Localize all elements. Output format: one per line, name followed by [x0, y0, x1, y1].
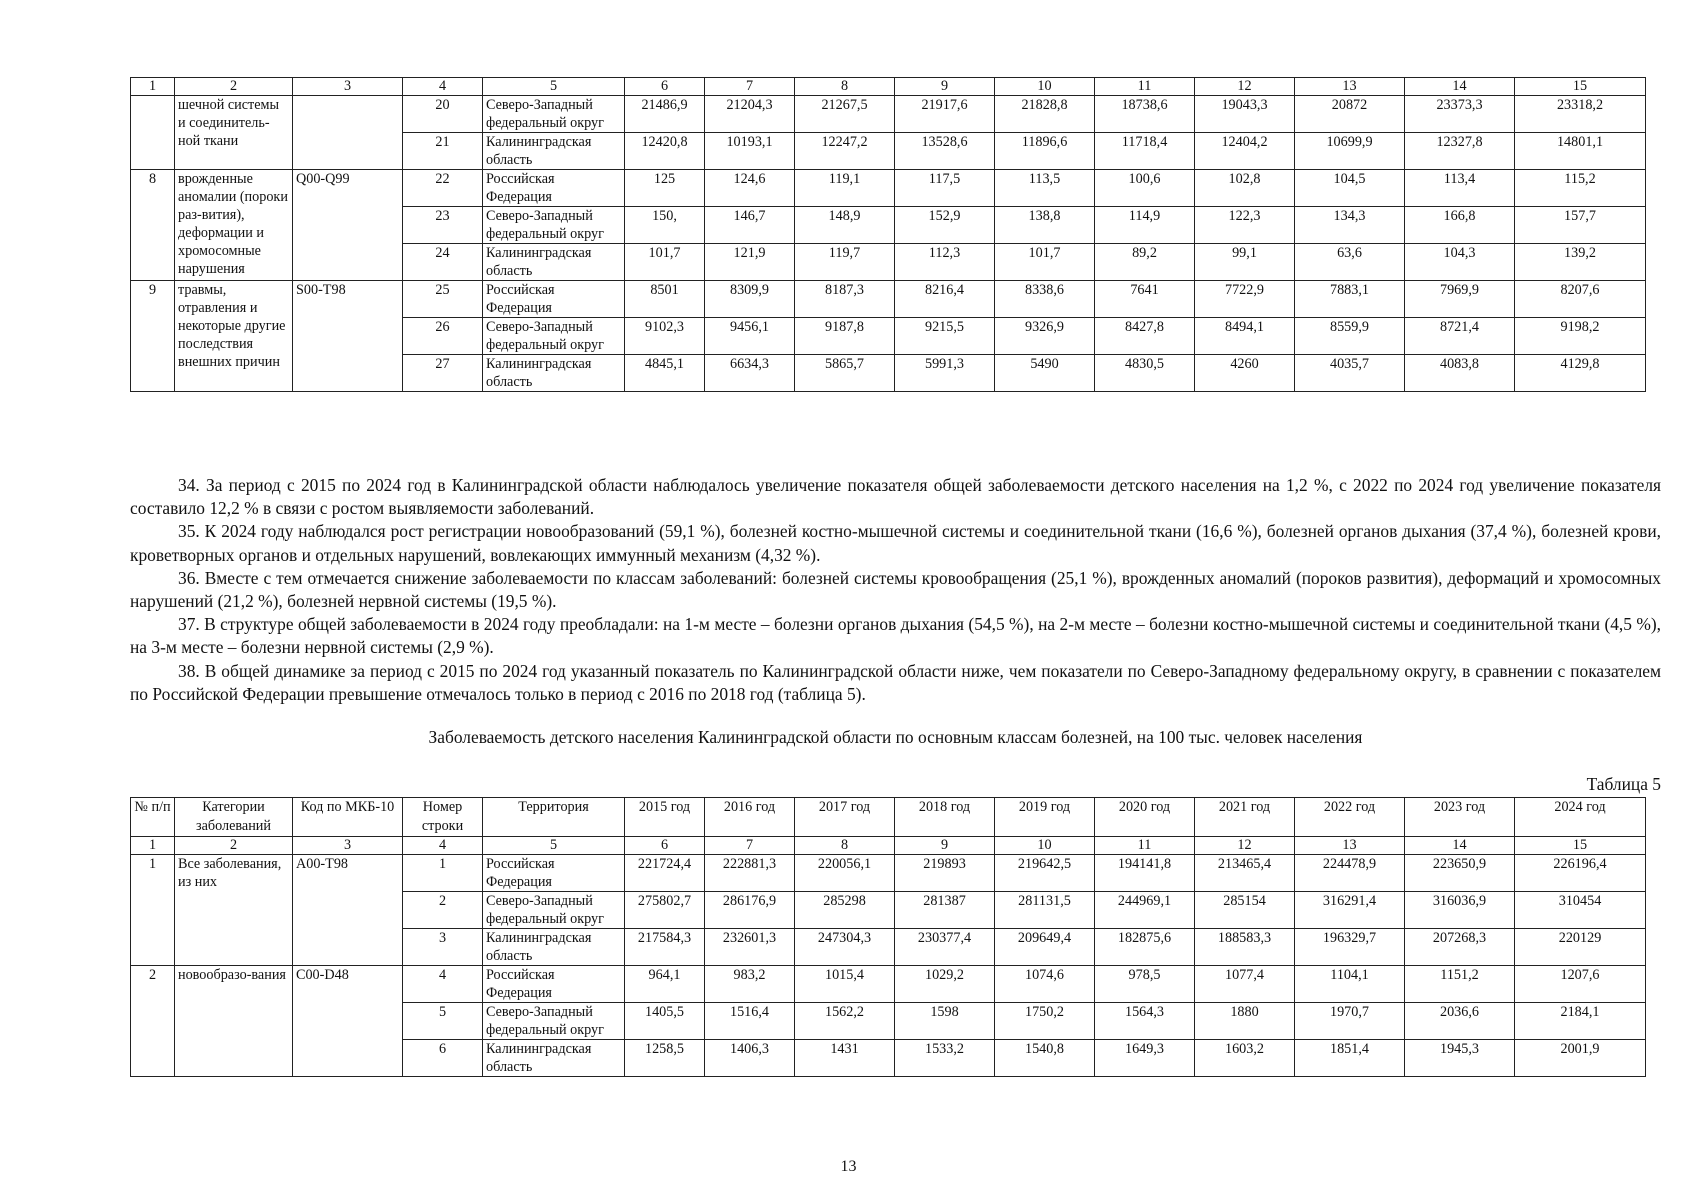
column-number: 1: [131, 78, 175, 96]
value-cell: 7883,1: [1295, 281, 1405, 318]
value-cell: 20872: [1295, 96, 1405, 133]
line-number: 6: [403, 1040, 483, 1077]
line-number: 4: [403, 966, 483, 1003]
value-cell: 217584,3: [625, 929, 705, 966]
line-number: 25: [403, 281, 483, 318]
value-cell: 1945,3: [1405, 1040, 1515, 1077]
column-number: 11: [1095, 78, 1195, 96]
value-cell: 232601,3: [705, 929, 795, 966]
value-cell: 1029,2: [895, 966, 995, 1003]
value-cell: 117,5: [895, 170, 995, 207]
line-number: 3: [403, 929, 483, 966]
table-5-body: [131, 798, 1646, 1077]
table-row: [131, 170, 1646, 207]
territory: Северо-Западный федеральный округ: [483, 96, 625, 133]
line-number: 2: [403, 892, 483, 929]
value-cell: 8559,9: [1295, 318, 1405, 355]
page-number: 13: [840, 1158, 857, 1175]
value-cell: 281387: [895, 892, 995, 929]
value-cell: 12327,8: [1405, 133, 1515, 170]
table-caption: Заболеваемость детского населения Калининградской области по основным классам болезней, на 100 тыс. человек населения: [428, 727, 1363, 747]
value-cell: 10193,1: [705, 133, 795, 170]
value-cell: 964,1: [625, 966, 705, 1003]
column-header: 2022 год: [1295, 798, 1405, 837]
value-cell: 11718,4: [1095, 133, 1195, 170]
column-number: 6: [625, 837, 705, 855]
line-number: 21: [403, 133, 483, 170]
value-cell: 2184,1: [1515, 1003, 1646, 1040]
column-number-row: [131, 78, 1646, 96]
value-cell: 13528,6: [895, 133, 995, 170]
column-number: 4: [403, 78, 483, 96]
value-cell: 11896,6: [995, 133, 1095, 170]
territory: Северо-Западный федеральный округ: [483, 1003, 625, 1040]
value-cell: 4845,1: [625, 355, 705, 392]
value-cell: 1750,2: [995, 1003, 1095, 1040]
column-number: 9: [895, 78, 995, 96]
value-cell: 1074,6: [995, 966, 1095, 1003]
value-cell: 223650,9: [1405, 855, 1515, 892]
value-cell: 1258,5: [625, 1040, 705, 1077]
value-cell: 182875,6: [1095, 929, 1195, 966]
value-cell: 5865,7: [795, 355, 895, 392]
value-cell: 12420,8: [625, 133, 705, 170]
table-row: [131, 855, 1646, 892]
column-number: 11: [1095, 837, 1195, 855]
paragraph-38: 38. В общей динамике за период с 2015 по 2024 год указанный показатель по Калининградской области ниже, чем показатели по Северо-Западному федеральному округу, в сравнении с показателем по Российской Федерации превышение отмечалось только в период с 2016 по 2018 год (таблица 5).: [130, 660, 1661, 704]
value-cell: 121,9: [705, 244, 795, 281]
column-number: 9: [895, 837, 995, 855]
value-cell: 113,5: [995, 170, 1095, 207]
value-cell: 221724,4: [625, 855, 705, 892]
value-cell: 21267,5: [795, 96, 895, 133]
column-number: 14: [1405, 78, 1515, 96]
territory: Северо-Западный федеральный округ: [483, 207, 625, 244]
value-cell: 226196,4: [1515, 855, 1646, 892]
column-header: 2021 год: [1195, 798, 1295, 837]
value-cell: 4035,7: [1295, 355, 1405, 392]
line-number: 22: [403, 170, 483, 207]
value-cell: 316036,9: [1405, 892, 1515, 929]
continued-morbidity-table: [130, 77, 1646, 392]
value-cell: 224478,9: [1295, 855, 1405, 892]
value-cell: 1540,8: [995, 1040, 1095, 1077]
value-cell: 1406,3: [705, 1040, 795, 1077]
value-cell: 134,3: [1295, 207, 1405, 244]
value-cell: 1015,4: [795, 966, 895, 1003]
icd-code: Q00-Q99: [293, 170, 403, 281]
value-cell: 8207,6: [1515, 281, 1646, 318]
paragraph-36: 36. Вместе с тем отмечается снижение заболеваемости по классам заболеваний: болезней системы кровообращения (25,1 %), врожденных аномалий (пороков развития), деформаций и хромосомных нарушений (21,2 %), болезней нервной системы (19,5 %).: [130, 567, 1661, 612]
column-number: 13: [1295, 78, 1405, 96]
column-header: № п/п: [131, 798, 175, 837]
value-cell: 89,2: [1095, 244, 1195, 281]
value-cell: 9215,5: [895, 318, 995, 355]
value-cell: 99,1: [1195, 244, 1295, 281]
value-cell: 8721,4: [1405, 318, 1515, 355]
icd-code: S00-T98: [293, 281, 403, 392]
value-cell: 166,8: [1405, 207, 1515, 244]
value-cell: 7722,9: [1195, 281, 1295, 318]
value-cell: 978,5: [1095, 966, 1195, 1003]
column-number: 12: [1195, 78, 1295, 96]
value-cell: 7641: [1095, 281, 1195, 318]
disease-category: травмы, отравления и некоторые другие последствия внешних причин: [175, 281, 293, 392]
value-cell: 9326,9: [995, 318, 1095, 355]
column-number: 2: [175, 78, 293, 96]
territory: Калининградская область: [483, 133, 625, 170]
value-cell: 9456,1: [705, 318, 795, 355]
value-cell: 285298: [795, 892, 895, 929]
group-number: 8: [131, 170, 175, 281]
icd-code: [293, 96, 403, 170]
line-number: 23: [403, 207, 483, 244]
value-cell: 138,8: [995, 207, 1095, 244]
value-cell: 1603,2: [1195, 1040, 1295, 1077]
value-cell: 213465,4: [1195, 855, 1295, 892]
value-cell: 102,8: [1195, 170, 1295, 207]
group-number: 2: [131, 966, 175, 1077]
value-cell: 23318,2: [1515, 96, 1646, 133]
value-cell: 7969,9: [1405, 281, 1515, 318]
value-cell: 104,3: [1405, 244, 1515, 281]
value-cell: 148,9: [795, 207, 895, 244]
value-cell: 115,2: [1515, 170, 1646, 207]
value-cell: 63,6: [1295, 244, 1405, 281]
territory: Российская Федерация: [483, 855, 625, 892]
column-number: 5: [483, 78, 625, 96]
value-cell: 8309,9: [705, 281, 795, 318]
value-cell: 2001,9: [1515, 1040, 1646, 1077]
value-cell: 281131,5: [995, 892, 1095, 929]
value-cell: 207268,3: [1405, 929, 1515, 966]
continued-table-body: [131, 78, 1646, 392]
value-cell: 1533,2: [895, 1040, 995, 1077]
value-cell: 1564,3: [1095, 1003, 1195, 1040]
value-cell: 21204,3: [705, 96, 795, 133]
column-number: 10: [995, 78, 1095, 96]
territory: Северо-Западный федеральный округ: [483, 318, 625, 355]
value-cell: 12247,2: [795, 133, 895, 170]
column-header: 2024 год: [1515, 798, 1646, 837]
value-cell: 8501: [625, 281, 705, 318]
disease-category: Все заболевания, из них: [175, 855, 293, 966]
value-cell: 119,1: [795, 170, 895, 207]
column-header: 2020 год: [1095, 798, 1195, 837]
value-cell: 286176,9: [705, 892, 795, 929]
value-cell: 247304,3: [795, 929, 895, 966]
value-cell: 5490: [995, 355, 1095, 392]
value-cell: 124,6: [705, 170, 795, 207]
value-cell: 18738,6: [1095, 96, 1195, 133]
territory: Калининградская область: [483, 244, 625, 281]
column-number: 2: [175, 837, 293, 855]
value-cell: 220056,1: [795, 855, 895, 892]
column-number: 3: [293, 837, 403, 855]
value-cell: 6634,3: [705, 355, 795, 392]
value-cell: 114,9: [1095, 207, 1195, 244]
column-number-row: [131, 837, 1646, 855]
territory: Калининградская область: [483, 355, 625, 392]
group-number: [131, 96, 175, 170]
value-cell: 152,9: [895, 207, 995, 244]
column-header: 2017 год: [795, 798, 895, 837]
line-number: 26: [403, 318, 483, 355]
column-number: 7: [705, 837, 795, 855]
territory: Калининградская область: [483, 1040, 625, 1077]
line-number: 20: [403, 96, 483, 133]
group-number: 1: [131, 855, 175, 966]
column-number: 14: [1405, 837, 1515, 855]
disease-category: шечной системы и соединитель-ной ткани: [175, 96, 293, 170]
value-cell: 146,7: [705, 207, 795, 244]
value-cell: 316291,4: [1295, 892, 1405, 929]
value-cell: 150,: [625, 207, 705, 244]
disease-category: новообразо-вания: [175, 966, 293, 1077]
column-number: 12: [1195, 837, 1295, 855]
column-header: 2016 год: [705, 798, 795, 837]
value-cell: 196329,7: [1295, 929, 1405, 966]
value-cell: 21828,8: [995, 96, 1095, 133]
value-cell: 1431: [795, 1040, 895, 1077]
value-cell: 8216,4: [895, 281, 995, 318]
territory: Российская Федерация: [483, 170, 625, 207]
value-cell: 8427,8: [1095, 318, 1195, 355]
value-cell: 139,2: [1515, 244, 1646, 281]
value-cell: 188583,3: [1195, 929, 1295, 966]
value-cell: 112,3: [895, 244, 995, 281]
table-row: [131, 96, 1646, 133]
value-cell: 1649,3: [1095, 1040, 1195, 1077]
column-number: 13: [1295, 837, 1405, 855]
value-cell: 4083,8: [1405, 355, 1515, 392]
column-number: 15: [1515, 837, 1646, 855]
value-cell: 310454: [1515, 892, 1646, 929]
value-cell: 1970,7: [1295, 1003, 1405, 1040]
value-cell: 21486,9: [625, 96, 705, 133]
value-cell: 983,2: [705, 966, 795, 1003]
column-number: 8: [795, 78, 895, 96]
value-cell: 1851,4: [1295, 1040, 1405, 1077]
value-cell: 1405,5: [625, 1003, 705, 1040]
line-number: 24: [403, 244, 483, 281]
column-header: Код по МКБ-10: [293, 798, 403, 837]
value-cell: 4830,5: [1095, 355, 1195, 392]
value-cell: 8187,3: [795, 281, 895, 318]
line-number: 5: [403, 1003, 483, 1040]
value-cell: 9187,8: [795, 318, 895, 355]
column-header: Категории заболеваний: [175, 798, 293, 837]
header-row: [131, 798, 1646, 837]
value-cell: 1151,2: [1405, 966, 1515, 1003]
value-cell: 122,3: [1195, 207, 1295, 244]
value-cell: 222881,3: [705, 855, 795, 892]
column-number: 3: [293, 78, 403, 96]
territory: Российская Федерация: [483, 281, 625, 318]
paragraph-34: 34. За период с 2015 по 2024 год в Калининградской области наблюдалось увеличение показателя общей заболеваемости детского населения на 1,2 %, с 2022 по 2024 год увеличение показателя составило 12,2 % в связи с ростом выявляемости заболеваний.: [130, 475, 1661, 519]
column-header: Номер строки: [403, 798, 483, 837]
value-cell: 285154: [1195, 892, 1295, 929]
table-5: [130, 797, 1646, 1077]
value-cell: 8338,6: [995, 281, 1095, 318]
value-cell: 1077,4: [1195, 966, 1295, 1003]
value-cell: 157,7: [1515, 207, 1646, 244]
value-cell: 219893: [895, 855, 995, 892]
value-cell: 4129,8: [1515, 355, 1646, 392]
group-number: 9: [131, 281, 175, 392]
column-number: 1: [131, 837, 175, 855]
value-cell: 23373,3: [1405, 96, 1515, 133]
column-number: 7: [705, 78, 795, 96]
value-cell: 275802,7: [625, 892, 705, 929]
value-cell: 1207,6: [1515, 966, 1646, 1003]
value-cell: 5991,3: [895, 355, 995, 392]
value-cell: 1516,4: [705, 1003, 795, 1040]
value-cell: 244969,1: [1095, 892, 1195, 929]
disease-category: врожденные аномалии (пороки раз-вития), деформации и хромосомные нарушения: [175, 170, 293, 281]
value-cell: 14801,1: [1515, 133, 1646, 170]
territory: Калининградская область: [483, 929, 625, 966]
value-cell: 12404,2: [1195, 133, 1295, 170]
value-cell: 230377,4: [895, 929, 995, 966]
value-cell: 209649,4: [995, 929, 1095, 966]
value-cell: 10699,9: [1295, 133, 1405, 170]
value-cell: 101,7: [995, 244, 1095, 281]
value-cell: 2036,6: [1405, 1003, 1515, 1040]
line-number: 1: [403, 855, 483, 892]
column-header: Территория: [483, 798, 625, 837]
column-header: 2018 год: [895, 798, 995, 837]
value-cell: 101,7: [625, 244, 705, 281]
icd-code: A00-T98: [293, 855, 403, 966]
value-cell: 4260: [1195, 355, 1295, 392]
territory: Российская Федерация: [483, 966, 625, 1003]
value-cell: 1598: [895, 1003, 995, 1040]
value-cell: 219642,5: [995, 855, 1095, 892]
table-label: Таблица 5: [1586, 774, 1661, 794]
value-cell: 9198,2: [1515, 318, 1646, 355]
territory: Северо-Западный федеральный округ: [483, 892, 625, 929]
value-cell: 1562,2: [795, 1003, 895, 1040]
value-cell: 19043,3: [1195, 96, 1295, 133]
value-cell: 104,5: [1295, 170, 1405, 207]
column-number: 4: [403, 837, 483, 855]
body-paragraphs: [130, 474, 1661, 706]
column-number: 8: [795, 837, 895, 855]
column-header: 2023 год: [1405, 798, 1515, 837]
column-header: 2019 год: [995, 798, 1095, 837]
line-number: 27: [403, 355, 483, 392]
paragraph-37: 37. В структуре общей заболеваемости в 2024 году преобладали: на 1-м месте – болезни органов дыхания (54,5 %), на 2-м месте – болезни костно-мышечной системы и соединительной ткани (4,5 %), на 3-м месте – болезни нервной системы (2,9 %).: [130, 614, 1661, 658]
value-cell: 8494,1: [1195, 318, 1295, 355]
column-number: 5: [483, 837, 625, 855]
icd-code: C00-D48: [293, 966, 403, 1077]
column-number: 15: [1515, 78, 1646, 96]
value-cell: 1880: [1195, 1003, 1295, 1040]
value-cell: 194141,8: [1095, 855, 1195, 892]
column-number: 6: [625, 78, 705, 96]
paragraph-35: 35. К 2024 году наблюдался рост регистрации новообразований (59,1 %), болезней костно-мышечной системы и соединительной ткани (16,6 %), болезней органов дыхания (37,4 %), болезней крови, кроветворных органов и отдельных нарушений, вовлекающих иммунный механизм (4,32 %).: [130, 521, 1661, 565]
table-row: [131, 966, 1646, 1003]
value-cell: 125: [625, 170, 705, 207]
value-cell: 119,7: [795, 244, 895, 281]
value-cell: 21917,6: [895, 96, 995, 133]
value-cell: 9102,3: [625, 318, 705, 355]
value-cell: 1104,1: [1295, 966, 1405, 1003]
column-number: 10: [995, 837, 1095, 855]
value-cell: 100,6: [1095, 170, 1195, 207]
column-header: 2015 год: [625, 798, 705, 837]
table-row: [131, 281, 1646, 318]
value-cell: 113,4: [1405, 170, 1515, 207]
value-cell: 220129: [1515, 929, 1646, 966]
